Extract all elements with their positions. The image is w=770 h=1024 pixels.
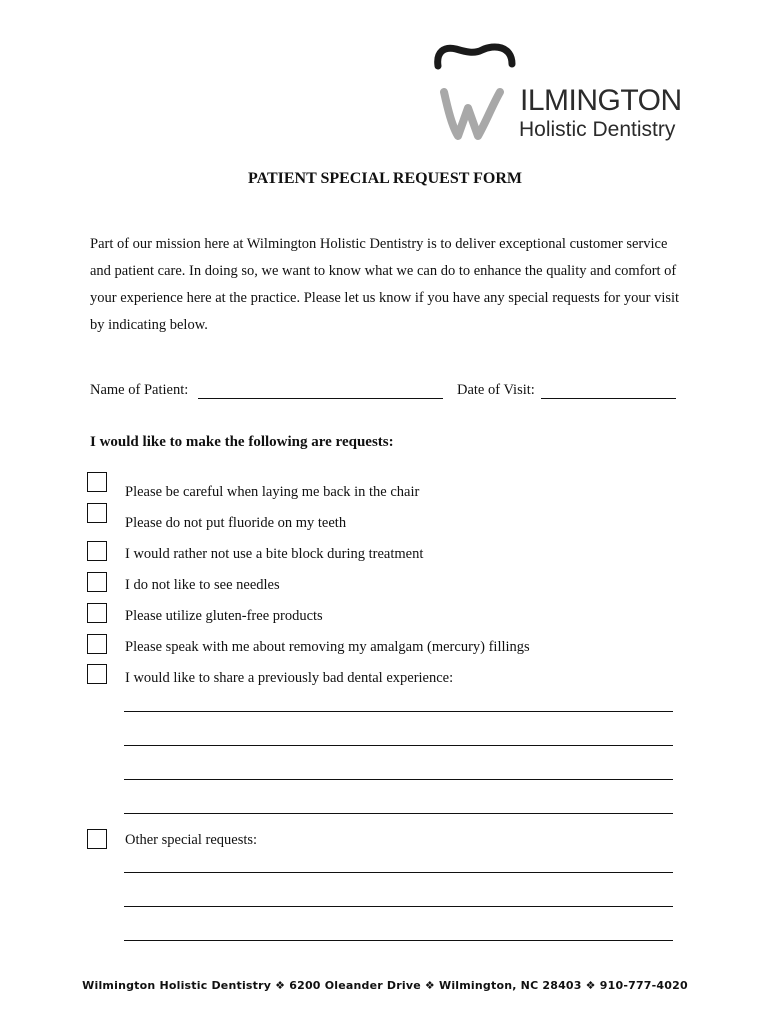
other-line-2[interactable] (124, 906, 673, 907)
patient-name-field[interactable] (198, 398, 443, 399)
visit-date-label: Date of Visit: (457, 382, 535, 398)
experience-line-2[interactable] (124, 745, 673, 746)
requests-heading: I would like to make the following are requests: (90, 434, 394, 450)
option-label: Please be careful when laying me back in the chair (125, 484, 420, 500)
other-line-1[interactable] (124, 872, 673, 873)
checkbox-no-bite-block[interactable] (87, 541, 107, 561)
option-label: Please do not put fluoride on my teeth (125, 515, 347, 531)
option-label: I would rather not use a bite block during treatment (125, 546, 424, 562)
checkbox-bad-experience[interactable] (87, 664, 107, 684)
checkbox-gluten-free[interactable] (87, 603, 107, 623)
checkbox-no-fluoride[interactable] (87, 503, 107, 523)
experience-line-1[interactable] (124, 711, 673, 712)
experience-line-4[interactable] (124, 813, 673, 814)
checkbox-careful-recline[interactable] (87, 472, 107, 492)
experience-line-3[interactable] (124, 779, 673, 780)
checkbox-other-requests[interactable] (87, 829, 107, 849)
option-label: I do not like to see needles (125, 577, 280, 593)
patient-name-label: Name of Patient: (90, 382, 189, 398)
intro-paragraph: Part of our mission here at Wilmington Holistic Dentistry is to deliver exceptional customer service and patient care. In doing so, we want to know what we can do to enhance the quality and comfort of your experience here at the practice. Please let us know if you have any special requests for your visit by indicating below. (90, 236, 680, 333)
page-title: PATIENT SPECIAL REQUEST FORM (248, 170, 522, 187)
tooth-w-logo-icon (430, 40, 520, 145)
option-label: Please utilize gluten-free products (125, 608, 323, 624)
visit-date-field[interactable] (541, 398, 676, 399)
other-line-3[interactable] (124, 940, 673, 941)
checkbox-amalgam-removal[interactable] (87, 634, 107, 654)
option-label: Other special requests: (125, 832, 258, 848)
checkbox-no-needles[interactable] (87, 572, 107, 592)
option-label: Please speak with me about removing my amalgam (mercury) fillings (125, 639, 530, 655)
option-label: I would like to share a previously bad dental experience: (125, 670, 454, 686)
logo-subtitle: Holistic Dentistry (519, 118, 676, 141)
footer-address: Wilmington Holistic Dentistry ❖ 6200 Oleander Drive ❖ Wilmington, NC 28403 ❖ 910-777-4020 (82, 979, 688, 992)
logo-name: ILMINGTON (520, 84, 682, 117)
